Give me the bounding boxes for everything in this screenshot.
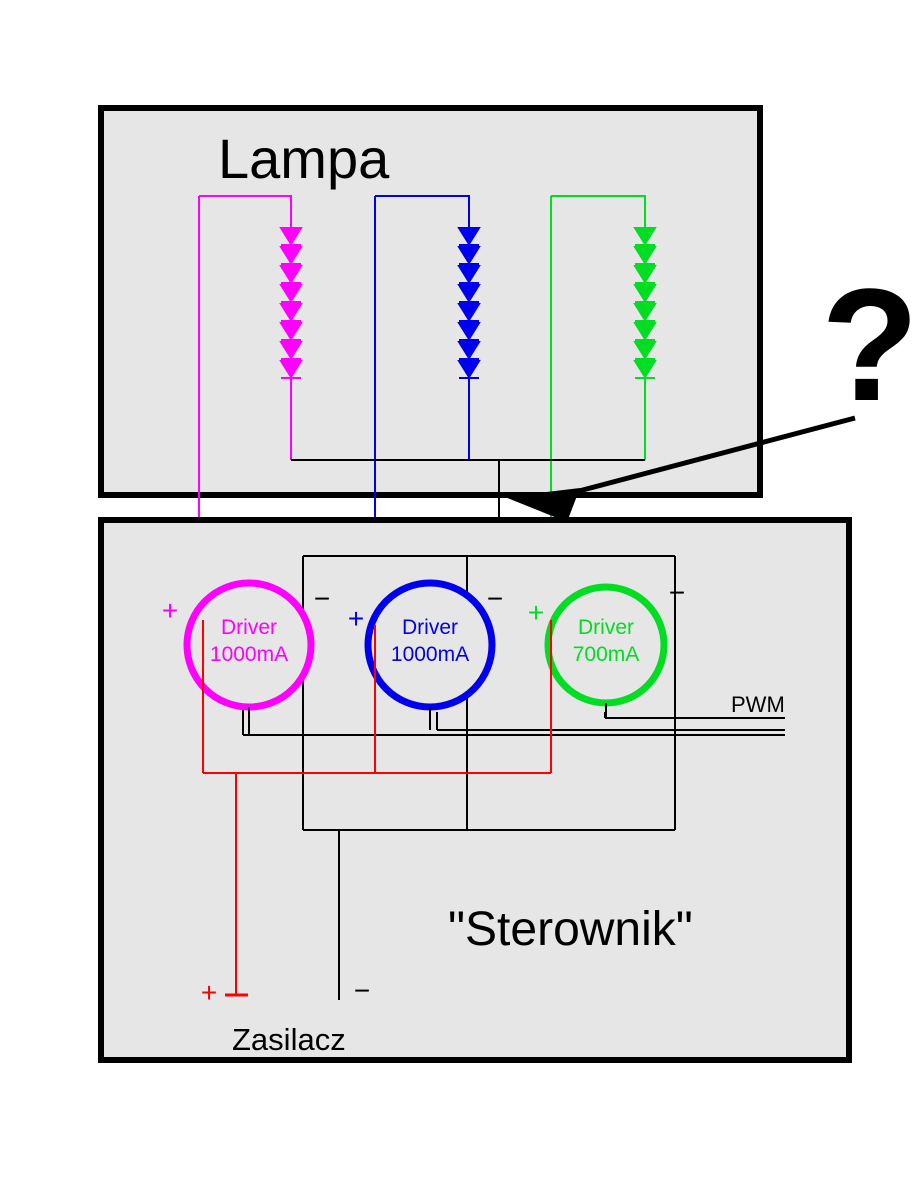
pwm-label: PWM — [731, 692, 785, 717]
psu-label: Zasilacz — [232, 1022, 346, 1057]
driver-3-minus: − — [668, 577, 686, 608]
driver-2-name: Driver — [402, 616, 458, 639]
driver-2-plus: + — [347, 603, 365, 634]
driver-3-name: Driver — [578, 616, 634, 639]
psu-minus-label: − — [353, 975, 371, 1006]
driver-1-minus: − — [313, 583, 331, 614]
controller-title: "Sterownik" — [448, 903, 693, 956]
driver-3-current: 700mA — [572, 643, 640, 666]
driver-2-current: 1000mA — [390, 643, 470, 666]
driver-1-current: 1000mA — [209, 643, 289, 666]
lamp-title: Lampa — [218, 127, 390, 190]
psu-plus-label: + — [200, 977, 218, 1008]
driver-3-plus: + — [527, 597, 545, 628]
question-mark: ? — [821, 255, 919, 434]
driver-1-plus: + — [161, 595, 179, 626]
driver-2-minus: − — [486, 583, 504, 614]
driver-1-name: Driver — [221, 616, 277, 639]
